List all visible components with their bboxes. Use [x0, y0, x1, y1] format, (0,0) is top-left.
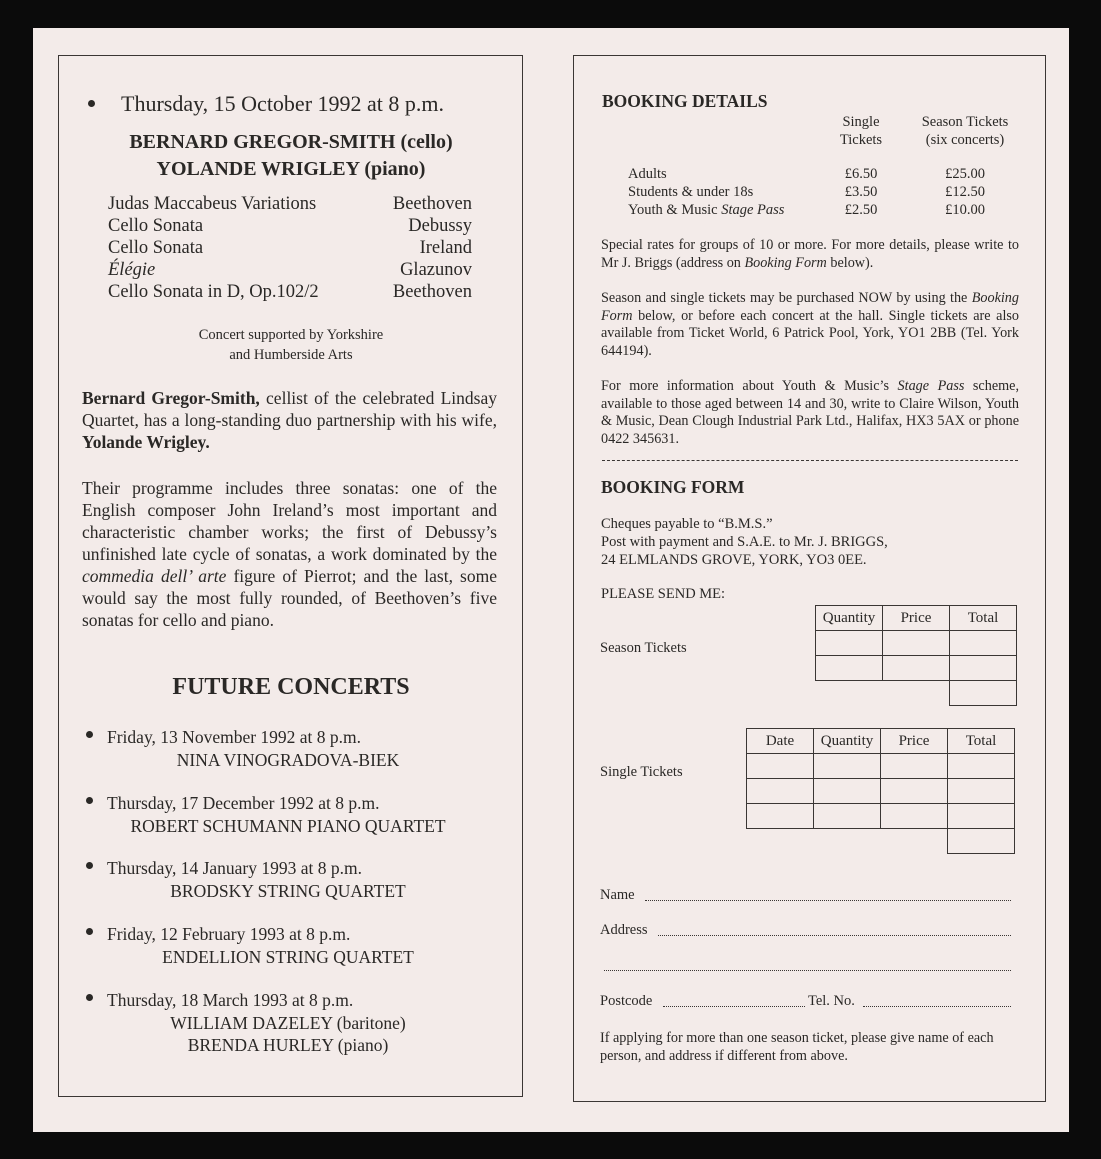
price-single: £3.50	[844, 184, 878, 200]
season-price-cell[interactable]	[883, 656, 950, 681]
tel-label: Tel. No.	[808, 993, 855, 1009]
future-concert-date: Thursday, 14 January 1993 at 8 p.m.	[107, 858, 362, 878]
season-total-cell[interactable]	[950, 631, 1017, 656]
future-concert-performer: BRODSKY STRING QUARTET	[170, 881, 406, 901]
season-tickets-grid	[815, 605, 1017, 706]
season-total-cell[interactable]	[950, 656, 1017, 681]
programme-composer: Ireland	[419, 238, 472, 258]
programme-paragraph	[82, 477, 497, 631]
main-concert-date: Thursday, 15 October 1992 at 8 p.m.	[121, 91, 445, 116]
p3-text: For more information about Youth & Music’s	[601, 378, 898, 394]
single-quantity-cell[interactable]	[814, 779, 881, 804]
single-tickets-label: Single Tickets	[600, 764, 683, 780]
empty-cell	[747, 829, 814, 854]
bio-wife: Yolande Wrigley.	[82, 432, 210, 452]
p1-end: below).	[826, 254, 874, 271]
future-concert-performer: BRENDA HURLEY (piano)	[187, 1035, 389, 1055]
p2-text: Season and single tickets may be purchased NOW by using the	[601, 290, 972, 306]
bullet-icon	[86, 928, 93, 935]
single-quantity-cell[interactable]	[814, 804, 881, 829]
season-quantity-cell[interactable]	[816, 631, 883, 656]
season-header-total: Total	[950, 606, 1017, 631]
booking-form-heading: BOOKING FORM	[601, 477, 745, 497]
programme-work: Cello Sonata	[108, 216, 204, 236]
empty-cell	[883, 681, 950, 706]
single-total-cell[interactable]	[948, 779, 1015, 804]
future-concerts-heading: FUTURE CONCERTS	[172, 674, 410, 700]
empty-cell	[881, 829, 948, 854]
single-tickets-grid	[746, 728, 1015, 854]
tel-field[interactable]	[863, 1006, 1011, 1007]
future-concert-performer: ROBERT SCHUMANN PIANO QUARTET	[130, 816, 446, 836]
season-header-quantity: Quantity	[816, 606, 883, 631]
postcode-label: Postcode	[600, 993, 653, 1009]
p3-end: scheme, available to those aged between 14 and 30, write to Claire Wilson, Youth & Music, Dean Clough Industrial Park Ltd., Halifax, HX3 5AX or phone 0422 345631.	[601, 378, 1020, 447]
price-row-label: Adults	[628, 166, 667, 182]
season-quantity-cell[interactable]	[816, 656, 883, 681]
price-single: £2.50	[844, 202, 878, 218]
post-line-1: Post with payment and S.A.E. to Mr. J. BRIGGS,	[601, 534, 888, 550]
performer-piano: YOLANDE WRIGLEY (piano)	[156, 158, 426, 180]
p1-text: Special rates for groups of 10 or more. For more details, please write to Mr J. Briggs (address on	[601, 237, 1019, 271]
group-rates-paragraph	[601, 237, 1019, 272]
single-date-cell[interactable]	[747, 754, 814, 779]
programme-italic: commedia dell’ arte	[82, 566, 227, 586]
col-single-header-2: Tickets	[839, 132, 883, 148]
price-season: £12.50	[945, 184, 985, 200]
single-price-cell[interactable]	[881, 754, 948, 779]
price-row-label: Students & under 18s	[628, 184, 754, 200]
price-season: £25.00	[945, 166, 985, 182]
bullet-icon	[86, 797, 93, 804]
price-row-label-text: Youth & Music	[628, 202, 722, 218]
support-line-2: and Humberside Arts	[229, 347, 353, 363]
stage-pass-paragraph	[601, 378, 1019, 448]
season-price-cell[interactable]	[883, 631, 950, 656]
season-tickets-label: Season Tickets	[600, 640, 687, 656]
season-header-price: Price	[883, 606, 950, 631]
future-concert-performer: WILLIAM DAZELEY (baritone)	[170, 1013, 406, 1033]
price-row-label	[628, 202, 784, 219]
address-field[interactable]	[658, 935, 1011, 936]
booking-details-heading: BOOKING DETAILS	[602, 91, 768, 111]
programme-composer: Beethoven	[392, 194, 472, 214]
bullet-icon	[86, 731, 93, 738]
future-concert-performer: NINA VINOGRADOVA-BIEK	[176, 750, 400, 770]
bullet-icon	[86, 862, 93, 869]
address-field-line-2[interactable]	[604, 970, 1011, 971]
programme-composer: Debussy	[408, 216, 472, 236]
programme-work: Judas Maccabeus Variations	[108, 194, 317, 214]
price-row-label-italic: Stage Pass	[721, 202, 785, 218]
bio-name: Bernard Gregor-Smith,	[82, 388, 260, 408]
please-send-label: PLEASE SEND ME:	[601, 586, 726, 602]
future-concert-date: Thursday, 17 December 1992 at 8 p.m.	[107, 793, 380, 813]
postcode-field[interactable]	[663, 1006, 805, 1007]
single-quantity-cell[interactable]	[814, 754, 881, 779]
cheques-line: Cheques payable to “B.M.S.”	[601, 516, 773, 532]
single-header-total: Total	[948, 729, 1015, 754]
purchase-paragraph	[601, 290, 1019, 360]
single-grand-total-cell[interactable]	[948, 829, 1015, 854]
programme-text-end: figure of Pierrot; and the last, some would say the most fully rounded, of Beethoven’s five sonatas for cello and piano.	[82, 566, 497, 630]
programme-work: Cello Sonata in D, Op.102/2	[108, 282, 319, 302]
programme-composer: Glazunov	[400, 260, 472, 280]
programme-text: Their programme includes three sonatas: one of the English composer John Ireland’s most important and characteristic chamber works; the first of Debussy’s unfinished late cycle of sonatas, a work dominated by the	[82, 478, 497, 564]
empty-cell	[816, 681, 883, 706]
programme-work: Élégie	[108, 260, 156, 280]
programme-work: Cello Sonata	[108, 238, 204, 258]
single-total-cell[interactable]	[948, 804, 1015, 829]
performer-cello: BERNARD GREGOR-SMITH (cello)	[129, 131, 453, 153]
col-season-header-2: (six concerts)	[925, 132, 1005, 148]
single-header-date: Date	[747, 729, 814, 754]
p2-italic: Booking Form	[601, 290, 1019, 324]
footer-note: If applying for more than one season ticket, please give name of each person, and address if different from above.	[600, 1030, 994, 1064]
future-concert-performer: ENDELLION STRING QUARTET	[162, 947, 414, 967]
p3-italic: Stage Pass	[897, 378, 965, 394]
bullet-icon	[88, 100, 95, 107]
programme-composer: Beethoven	[392, 282, 472, 302]
single-header-price: Price	[881, 729, 948, 754]
bio-text: cellist of the celebrated Lindsay Quartet, has a long-standing duo partnership with his wife,	[82, 388, 497, 430]
single-price-cell[interactable]	[881, 804, 948, 829]
p1-italic: Booking Form	[744, 254, 827, 271]
col-season-header-1: Season Tickets	[921, 114, 1009, 130]
single-total-cell[interactable]	[948, 754, 1015, 779]
single-date-cell[interactable]	[747, 779, 814, 804]
cut-line-divider	[602, 460, 1018, 461]
address-label: Address	[600, 922, 648, 938]
future-concert-date: Friday, 13 November 1992 at 8 p.m.	[107, 727, 362, 747]
season-grand-total-cell[interactable]	[950, 681, 1017, 706]
support-line-1: Concert supported by Yorkshire	[198, 327, 384, 343]
price-single: £6.50	[844, 166, 878, 182]
empty-cell	[814, 829, 881, 854]
post-line-2: 24 ELMLANDS GROVE, YORK, YO3 0EE.	[601, 552, 867, 568]
bullet-icon	[86, 994, 93, 1001]
single-price-cell[interactable]	[881, 779, 948, 804]
single-date-cell[interactable]	[747, 804, 814, 829]
bio-paragraph	[82, 387, 497, 453]
single-header-quantity: Quantity	[814, 729, 881, 754]
price-season: £10.00	[945, 202, 985, 218]
col-single-header-1: Single	[842, 114, 880, 130]
name-field[interactable]	[645, 900, 1011, 901]
future-concert-date: Thursday, 18 March 1993 at 8 p.m.	[107, 990, 354, 1010]
p2-end: below, or before each concert at the hall. Single tickets are also available from Ticket World, 6 Patrick Pool, York, YO1 2BB (Tel. York 644194).	[601, 307, 1019, 359]
name-label: Name	[600, 887, 635, 903]
future-concert-date: Friday, 12 February 1993 at 8 p.m.	[107, 924, 351, 944]
